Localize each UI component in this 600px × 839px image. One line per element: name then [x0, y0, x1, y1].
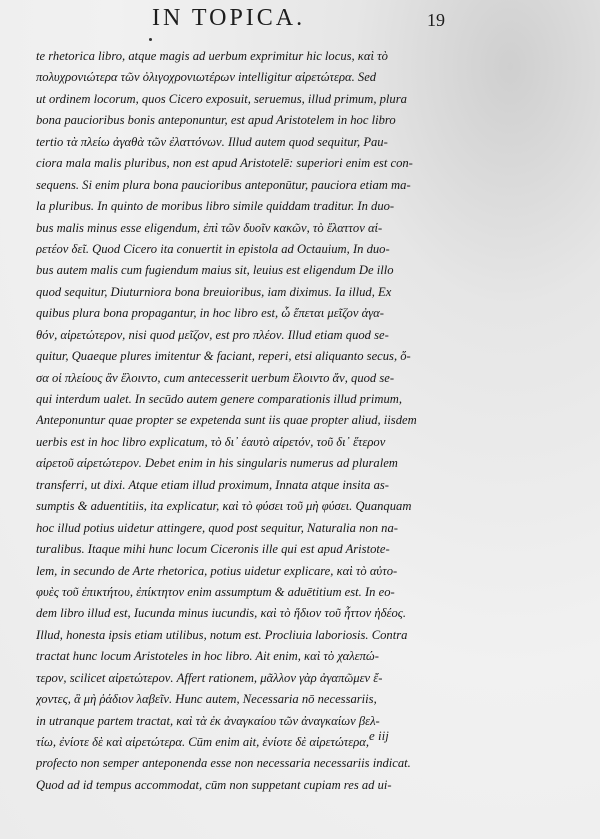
- text-line: profecto non semper anteponenda esse non necessaria necessariis indicat.: [36, 756, 411, 771]
- text-line: quibus plura bona propagantur, in hoc libro est, ὧ ἕπεται μεῖζον ἀγα-: [36, 306, 384, 321]
- text-line: φυὲς τοῦ ἐπικτήτου, ἐπίκτητον enim assumptum & aduētitium est. In eo-: [36, 584, 395, 599]
- text-line: Anteponuntur quae propter se expetenda sunt iis quae propter aliud, iisdem: [36, 413, 417, 428]
- text-line: bus autem malis cum fugiendum maius sit, leuius est eligendum De illo: [36, 263, 394, 278]
- text-line: ciora mala malis pluribus, non est apud Aristotelē: superiori enim est con-: [36, 156, 413, 171]
- text-line: χοντες, ἃ μὴ ῥάδιον λαβεῖν. Hunc autem, Necessaria nō necessariis,: [36, 692, 377, 707]
- text-line: dem libro illud est, Iucunda minus iucundis, καὶ τὸ ἥδιον τοῦ ἧττον ἡδέος.: [36, 606, 406, 621]
- page-number: 19: [427, 10, 445, 30]
- text-line: uerbis est in hoc libro explicatum, τὸ δι᾽ ἑαυτὸ αἱρετόν, τοῦ δι᾽ ἕτερον: [36, 434, 386, 449]
- text-line: te rhetorica libro, atque magis ad uerbum exprimitur hic locus, καὶ τὸ: [36, 49, 388, 63]
- text-line: τερον, scilicet αἱρετώτερον. Affert rationem, μᾶλλον γὰρ ἀγαπῶμεν ἔ-: [36, 670, 383, 685]
- text-line: sequens. Si enim plura bona paucioribus anteponūtur, pauciora etiam ma-: [36, 177, 411, 192]
- text-line: αἱρετοῦ αἱρετώτερον. Debet enim in his singularis numerus ad pluralem: [36, 456, 398, 471]
- text-line: la pluribus. In quinto de moribus libro simile quiddam traditur. In duo-: [36, 199, 395, 214]
- text-line: transferri, ut dixi. Atque etiam illud proximum, Innata atque insita as-: [36, 477, 389, 492]
- running-head-title: IN TOPICA.: [152, 5, 306, 31]
- text-line: bona paucioribus bonis anteponuntur, est apud Aristotelem in hoc libro: [36, 113, 396, 128]
- text-line: τίω, ἐνίοτε δὲ καὶ αἱρετώτερα. Cūm enim ait, ἐνίοτε δὲ αἱρετώτερα,: [36, 735, 370, 749]
- text-line: Quod ad id tempus accommodat, cūm non suppetant cupiam res ad ui-: [36, 777, 392, 792]
- signature-mark: e iij: [369, 728, 389, 743]
- text-line: qui interdum ualet. In secūdo autem genere comparationis illud primum,: [36, 392, 402, 406]
- printer-mark: [149, 38, 152, 41]
- text-line: quitur, Quaeque plures imitentur & faciant, reperi, etsi aliquanto secus, ὅ-: [36, 349, 411, 364]
- text-line: tertio τὰ πλείω ἀγαθὰ τῶν ἐλαττόνων. Illud autem quod sequitur, Pau-: [36, 134, 388, 149]
- text-line: Illud, honesta ipsis etiam utilibus, notum est. Procliuia laboriosis. Contra: [36, 627, 408, 642]
- body-text: [36, 46, 468, 796]
- text-line: πολυχρονιώτερα τῶν ὀλιγοχρονιωτέρων intelligitur αἱρετώτερα. Sed: [36, 70, 377, 85]
- text-line: in utranque partem tractat, καὶ τὰ ἐκ ἀναγκαίου τῶν ἀναγκαίων βελ-: [36, 713, 380, 728]
- text-line: ρετέον δεῖ. Quod Cicero ita conuertit in epistola ad Octauium, In duo-: [36, 241, 390, 256]
- text-line: ut ordinem locorum, quos Cicero exposuit, seruemus, illud primum, plura: [36, 91, 407, 106]
- text-line: σα οἱ πλείους ἂν ἕλοιντο, cum antecesserit uerbum ἕλοιντο ἄν, quod se-: [36, 370, 395, 385]
- text-line: turalibus. Itaque mihi hunc locum Ciceronis ille qui est apud Aristote-: [36, 542, 390, 557]
- text-line: sumptis & aduentitiis, ita explicatur, καὶ τὸ φύσει τοῦ μὴ φύσει. Quanquam: [36, 499, 412, 514]
- text-line: lem, in secundo de Arte rhetorica, potius uidetur explicare, καὶ τὸ αὐτο-: [36, 563, 398, 578]
- text-line: θόν, αἱρετώτερον, nisi quod μεῖζον, est pro πλέον. Illud etiam quod se-: [36, 327, 389, 342]
- text-line: hoc illud potius uidetur attingere, quod post sequitur, Naturalia non na-: [36, 520, 398, 535]
- text-line: bus malis minus esse eligendum, ἐπὶ τῶν δυοῖν κακῶν, τὸ ἔλαττον αἱ-: [36, 220, 383, 235]
- text-line: tractat hunc locum Aristoteles in hoc libro. Ait enim, καὶ τὸ χαλεπώ-: [36, 649, 379, 664]
- text-line: quod sequitur, Diuturniora bona breuioribus, iam diximus. Ia illud, Ex: [36, 284, 392, 299]
